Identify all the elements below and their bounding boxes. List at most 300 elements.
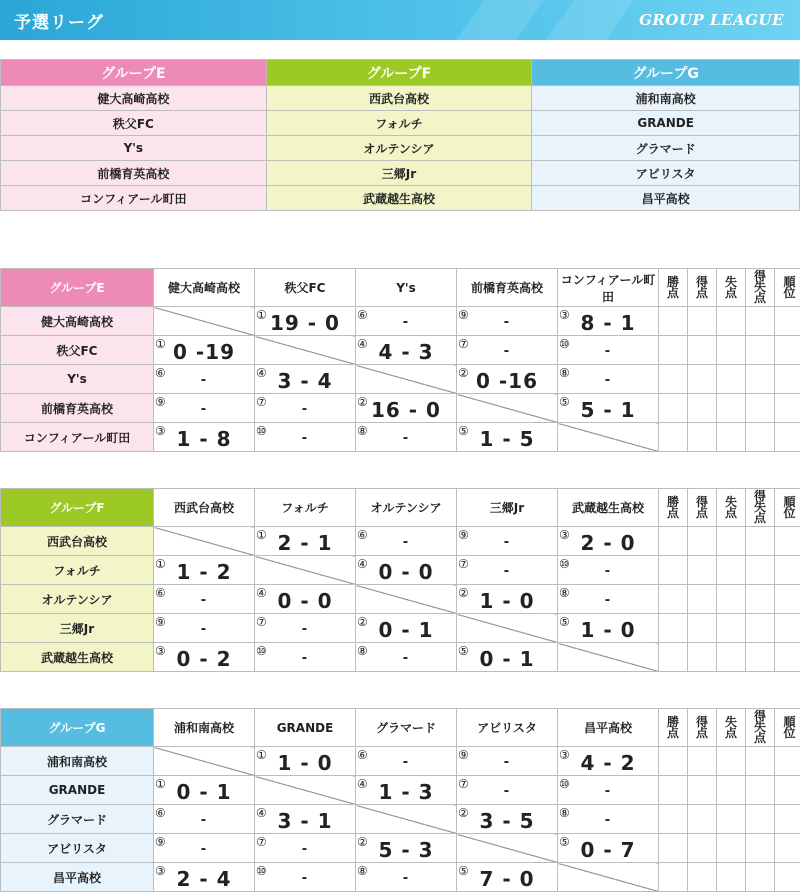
match-number: ⑩ [559,777,570,791]
match-score: 0 -16 [475,369,538,393]
column-team-header: 武蔵越生高校 [558,489,659,527]
match-score: - [604,344,612,359]
match-cell [457,747,558,776]
match-cell [356,527,457,556]
match-cell [255,643,356,672]
match-cell [558,805,659,834]
match-cell [356,307,457,336]
stat-cell [746,336,775,365]
stat-cell [746,585,775,614]
diagonal-cell [356,365,457,394]
match-score: - [604,784,612,799]
stat-cell [775,834,800,863]
stat-cell [775,556,800,585]
match-number: ⑧ [559,366,570,380]
league-row [1,614,800,643]
match-score: - [503,315,511,330]
match-score: 7 - 0 [479,867,535,891]
match-cell [457,585,558,614]
stat-cell [746,527,775,556]
group-e-team: 秩父FC [1,111,267,136]
league-table-group-g [0,708,800,892]
match-number: ② [357,395,368,409]
stat-cell [688,527,717,556]
stat-cell [659,776,688,805]
match-score: - [301,431,309,446]
stat-cell [746,365,775,394]
group-f-team: 西武台高校 [266,86,532,111]
stat-cell [775,394,800,423]
group-g-team: 浦和南高校 [532,86,800,111]
column-team-header: オルテンシア [356,489,457,527]
match-number: ⑦ [458,557,469,571]
stat-cell [746,307,775,336]
match-score: - [604,564,612,579]
match-score: 5 - 3 [378,838,434,862]
match-number: ④ [256,586,267,600]
group-f-team: オルテンシア [266,136,532,161]
match-number: ⑥ [155,366,166,380]
match-number: ⑩ [256,424,267,438]
match-cell [558,834,659,863]
match-score: - [200,622,208,637]
match-cell [154,365,255,394]
match-cell [457,863,558,892]
match-score: - [503,784,511,799]
stat-cell [775,614,800,643]
match-number: ③ [155,644,166,658]
diagonal-cell [154,747,255,776]
match-score: - [200,842,208,857]
match-score: 5 - 1 [580,398,636,422]
stat-column-header: 勝 点 [659,489,688,527]
match-cell [558,527,659,556]
match-number: ① [155,337,166,351]
stat-cell [746,747,775,776]
match-number: ⑤ [458,644,469,658]
header-decoration [546,0,634,40]
diagonal-cell [558,423,659,452]
group-e-team: Y's [1,136,267,161]
match-cell [558,394,659,423]
stat-cell [688,307,717,336]
stat-cell [717,556,746,585]
match-number: ⑨ [155,835,166,849]
match-score: 8 - 1 [580,311,636,335]
stat-cell [717,527,746,556]
row-team-name: 三郷Jr [1,614,154,643]
stat-cell [717,423,746,452]
group-e-header: グループE [1,60,267,86]
stat-column-header: 順 位 [775,489,800,527]
stat-cell [746,863,775,892]
match-number: ① [256,748,267,762]
stat-cell [775,805,800,834]
league-table-group-e [0,268,800,452]
match-score: - [200,373,208,388]
match-cell [356,614,457,643]
match-cell [255,863,356,892]
row-team-name: 前橋育英高校 [1,394,154,423]
stat-cell [659,863,688,892]
row-team-name: オルテンシア [1,585,154,614]
column-team-header: グラマード [356,709,457,747]
league-row [1,834,800,863]
stat-cell [659,394,688,423]
stat-cell [775,643,800,672]
match-number: ⑩ [559,557,570,571]
match-number: ⑩ [559,337,570,351]
match-cell [255,834,356,863]
league-row [1,863,800,892]
column-team-header: 浦和南高校 [154,709,255,747]
stat-column-header: 得 点 [688,269,717,307]
match-cell [457,643,558,672]
match-score: 1 - 5 [479,427,535,451]
row-team-name: Y's [1,365,154,394]
stat-column-header: 得 失 点 [746,489,775,527]
match-cell [154,614,255,643]
stat-cell [659,556,688,585]
match-score: 3 - 1 [277,809,333,833]
stat-cell [775,423,800,452]
match-score: 3 - 4 [277,369,333,393]
stat-cell [717,643,746,672]
match-score: 0 - 0 [378,560,434,584]
stat-cell [688,423,717,452]
match-cell [255,747,356,776]
match-cell [558,585,659,614]
group-g-header: グループG [532,60,800,86]
group-f-header: グループF [266,60,532,86]
stat-cell [659,423,688,452]
stat-column-header: 失 点 [717,489,746,527]
row-team-name: 健大高崎高校 [1,307,154,336]
match-number: ③ [559,308,570,322]
match-number: ⑦ [256,395,267,409]
group-g-team: グラマード [532,136,800,161]
column-team-header: 前橋育英高校 [457,269,558,307]
match-number: ⑩ [256,644,267,658]
match-number: ⑧ [357,424,368,438]
match-cell [356,776,457,805]
match-score: 2 - 1 [277,531,333,555]
match-score: - [200,813,208,828]
match-cell [356,863,457,892]
stat-column-header: 勝 点 [659,269,688,307]
match-number: ⑤ [458,864,469,878]
group-f-team: 三郷Jr [266,161,532,186]
page-header [0,0,800,40]
stat-cell [659,527,688,556]
match-cell [356,336,457,365]
page-title: 予選リーグ [14,13,104,33]
column-team-header: Y's [356,269,457,307]
stat-cell [717,747,746,776]
stat-cell [688,834,717,863]
match-number: ⑦ [256,835,267,849]
match-number: ⑧ [357,864,368,878]
match-number: ⑦ [458,337,469,351]
match-cell [255,805,356,834]
group-e-team: コンフィアール町田 [1,186,267,211]
match-score: 0 - 7 [580,838,636,862]
diagonal-cell [255,556,356,585]
stat-cell [775,585,800,614]
match-score: - [301,871,309,886]
group-overview-table [0,59,800,211]
match-cell [255,614,356,643]
match-cell [154,643,255,672]
match-cell [356,643,457,672]
match-score: 0 - 0 [277,589,333,613]
match-score: 0 - 2 [176,647,232,671]
league-row [1,747,800,776]
stat-column-header: 勝 点 [659,709,688,747]
column-team-header: GRANDE [255,709,356,747]
match-score: - [503,344,511,359]
row-team-name: 浦和南高校 [1,747,154,776]
match-number: ⑥ [155,806,166,820]
stat-cell [717,805,746,834]
match-number: ② [458,586,469,600]
stat-cell [688,614,717,643]
match-number: ① [155,777,166,791]
stat-cell [688,747,717,776]
match-number: ⑦ [256,615,267,629]
match-score: - [402,871,410,886]
diagonal-cell [255,776,356,805]
match-number: ② [357,615,368,629]
league-row [1,643,800,672]
stat-cell [775,527,800,556]
stat-cell [688,643,717,672]
match-number: ⑤ [559,835,570,849]
match-cell [457,336,558,365]
stat-cell [659,336,688,365]
match-score: 1 - 0 [479,589,535,613]
match-score: 3 - 5 [479,809,535,833]
match-score: 16 - 0 [371,398,441,422]
match-cell [457,365,558,394]
match-score: - [301,402,309,417]
row-team-name: 武蔵越生高校 [1,643,154,672]
match-score: 1 - 0 [580,618,636,642]
stat-column-header: 失 点 [717,269,746,307]
match-cell [154,863,255,892]
match-cell [255,585,356,614]
stat-cell [746,394,775,423]
stat-cell [659,307,688,336]
match-number: ⑤ [559,615,570,629]
match-number: ⑨ [458,308,469,322]
stat-column-header: 失 点 [717,709,746,747]
group-f-team: 武蔵越生高校 [266,186,532,211]
stat-cell [688,863,717,892]
match-number: ⑥ [155,586,166,600]
match-cell [356,423,457,452]
row-team-name: GRANDE [1,776,154,805]
league-row [1,776,800,805]
match-number: ② [458,806,469,820]
row-team-name: 秩父FC [1,336,154,365]
match-cell [558,776,659,805]
match-cell [255,394,356,423]
diagonal-cell [154,307,255,336]
match-score: - [301,842,309,857]
diagonal-cell [558,863,659,892]
group-e-team: 健大高崎高校 [1,86,267,111]
match-cell [255,527,356,556]
stat-cell [717,336,746,365]
stat-column-header: 順 位 [775,269,800,307]
league-row [1,336,800,365]
stat-cell [688,336,717,365]
stat-cell [717,394,746,423]
league-row [1,527,800,556]
match-score: - [604,593,612,608]
match-score: - [503,564,511,579]
stat-cell [775,863,800,892]
stat-cell [775,776,800,805]
match-cell [154,556,255,585]
league-row [1,585,800,614]
match-cell [255,423,356,452]
match-score: - [402,315,410,330]
match-score: 1 - 3 [378,780,434,804]
stat-cell [717,307,746,336]
group-g-team: GRANDE [532,111,800,136]
match-cell [457,556,558,585]
row-team-name: アビリスタ [1,834,154,863]
match-cell [154,776,255,805]
stat-cell [717,776,746,805]
match-number: ④ [357,777,368,791]
stat-cell [746,805,775,834]
league-group-name: グループE [1,269,154,307]
stat-cell [688,585,717,614]
stat-cell [717,365,746,394]
match-score: - [503,755,511,770]
match-cell [154,834,255,863]
group-g-team: アビリスタ [532,161,800,186]
match-cell [356,556,457,585]
match-cell [154,336,255,365]
match-cell [558,614,659,643]
match-cell [154,585,255,614]
match-cell [457,527,558,556]
stat-cell [659,643,688,672]
stat-cell [775,747,800,776]
match-score: - [402,535,410,550]
stat-cell [688,776,717,805]
match-score: 4 - 3 [378,340,434,364]
match-number: ③ [155,864,166,878]
match-number: ④ [357,337,368,351]
match-number: ③ [155,424,166,438]
match-score: 4 - 2 [580,751,636,775]
column-team-header: 健大高崎高校 [154,269,255,307]
match-score: - [604,373,612,388]
match-score: - [402,755,410,770]
match-number: ⑥ [357,748,368,762]
page-subtitle: GROUP LEAGUE [639,11,784,29]
header-decoration [456,0,544,40]
league-row [1,423,800,452]
match-cell [558,747,659,776]
match-number: ⑤ [458,424,469,438]
stat-cell [659,365,688,394]
stat-cell [717,863,746,892]
match-cell [255,307,356,336]
match-number: ② [357,835,368,849]
column-team-header: コンフィアール町田 [558,269,659,307]
stat-cell [688,805,717,834]
league-row [1,307,800,336]
match-score: 1 - 2 [176,560,232,584]
match-cell [154,805,255,834]
row-team-name: 昌平高校 [1,863,154,892]
match-score: - [503,535,511,550]
match-score: 0 - 1 [176,780,232,804]
match-number: ① [256,528,267,542]
row-team-name: フォルチ [1,556,154,585]
diagonal-cell [356,585,457,614]
stat-cell [659,614,688,643]
match-cell [558,365,659,394]
match-cell [255,365,356,394]
match-number: ② [458,366,469,380]
match-cell [457,423,558,452]
group-f-team: フォルチ [266,111,532,136]
stat-cell [717,614,746,643]
group-g-team: 昌平高校 [532,186,800,211]
stat-cell [659,834,688,863]
match-score: 19 - 0 [270,311,340,335]
match-number: ⑥ [357,528,368,542]
match-cell [356,834,457,863]
row-team-name: 西武台高校 [1,527,154,556]
stat-cell [688,394,717,423]
match-number: ⑧ [559,586,570,600]
stat-cell [775,336,800,365]
stat-cell [746,423,775,452]
column-team-header: 昌平高校 [558,709,659,747]
match-number: ⑦ [458,777,469,791]
column-team-header: 秩父FC [255,269,356,307]
match-score: - [402,431,410,446]
match-number: ⑨ [458,528,469,542]
match-cell [154,423,255,452]
stat-cell [746,776,775,805]
match-cell [356,747,457,776]
match-cell [457,307,558,336]
row-team-name: コンフィアール町田 [1,423,154,452]
match-number: ⑨ [155,395,166,409]
league-row [1,805,800,834]
match-cell [558,336,659,365]
stat-cell [688,556,717,585]
match-number: ③ [559,528,570,542]
match-number: ⑥ [357,308,368,322]
diagonal-cell [457,834,558,863]
match-number: ④ [357,557,368,571]
match-cell [558,307,659,336]
match-number: ① [155,557,166,571]
league-group-name: グループG [1,709,154,747]
stat-cell [746,643,775,672]
match-number: ④ [256,366,267,380]
